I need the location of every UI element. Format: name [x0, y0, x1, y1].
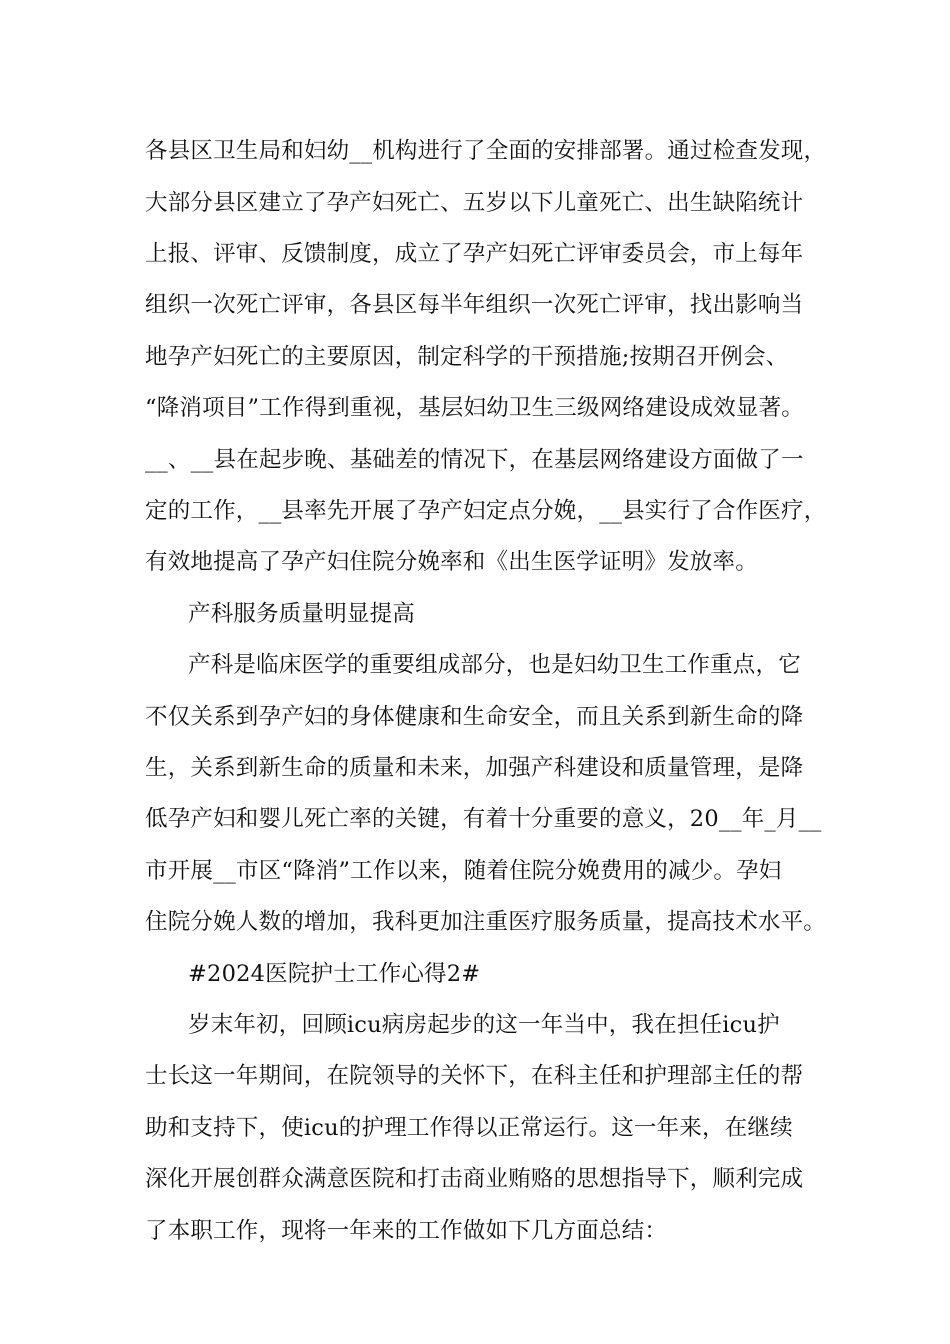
body-text-line: 深化开展创群众满意医院和打击商业贿赂的思想指导下，顺利完成: [145, 1166, 804, 1192]
body-text-line: 地孕产妇死亡的主要原因，制定科学的干预措施;按期召开例会、: [145, 344, 789, 370]
body-text-line: 市开展__市区“降消”工作以来，随着住院分娩费用的减少。孕妇: [145, 858, 782, 884]
section-heading: #2024医院护士工作心得2#: [188, 961, 481, 987]
body-text-line: 产科是临床医学的重要组成部分，也是妇幼卫生工作重点，它: [188, 652, 801, 678]
body-text-line: 大部分县区建立了孕产妇死亡、五岁以下儿童死亡、出生缺陷统计: [145, 190, 804, 216]
body-text-line: 住院分娩人数的增加，我科更加注重医疗服务质量，提高技术水平。: [145, 909, 827, 935]
body-text-line: 有效地提高了孕产妇住院分娩率和《出生医学证明》发放率。: [145, 549, 758, 575]
body-text-line: “降消项目”工作得到重视，基层妇幼卫生三级网络建设成效显著。: [145, 395, 805, 421]
body-text-line: 组织一次死亡评审，各县区每半年组织一次死亡评审，找出影响当: [145, 292, 804, 318]
body-text-line: 不仅关系到孕产妇的身体健康和生命安全，而且关系到新生命的降: [145, 704, 804, 730]
body-text-line: 助和支持下，使icu的护理工作得以正常运行。这一年来，在继续: [145, 1115, 793, 1141]
body-text-line: 士长这一年期间，在院领导的关怀下，在科主任和护理部主任的帮: [145, 1063, 804, 1089]
body-text-line: 生，关系到新生命的质量和未来，加强产科建设和质量管理，是降: [145, 755, 804, 781]
body-text-line: 了本职工作，现将一年来的工作做如下几方面总结：: [145, 1218, 668, 1244]
body-text-line: 定的工作，__县率先开展了孕产妇定点分娩，__县实行了合作医疗，: [145, 498, 827, 524]
body-text-line: 岁末年初，回顾icu病房起步的这一年当中，我在担任icu护: [188, 1012, 780, 1038]
body-text-line: 低孕产妇和婴儿死亡率的关键，有着十分重要的意义，20__年_月__: [145, 806, 822, 832]
body-text-line: __、__县在起步晚、基础差的情况下，在基层网络建设方面做了一: [145, 447, 804, 473]
section-heading: 产科服务质量明显提高: [188, 601, 416, 627]
body-text-line: 各县区卫生局和妇幼__机构进行了全面的安排部署。通过检查发现，: [145, 138, 827, 164]
body-text-line: 上报、评审、反馈制度，成立了孕产妇死亡评审委员会，市上每年: [145, 241, 804, 267]
